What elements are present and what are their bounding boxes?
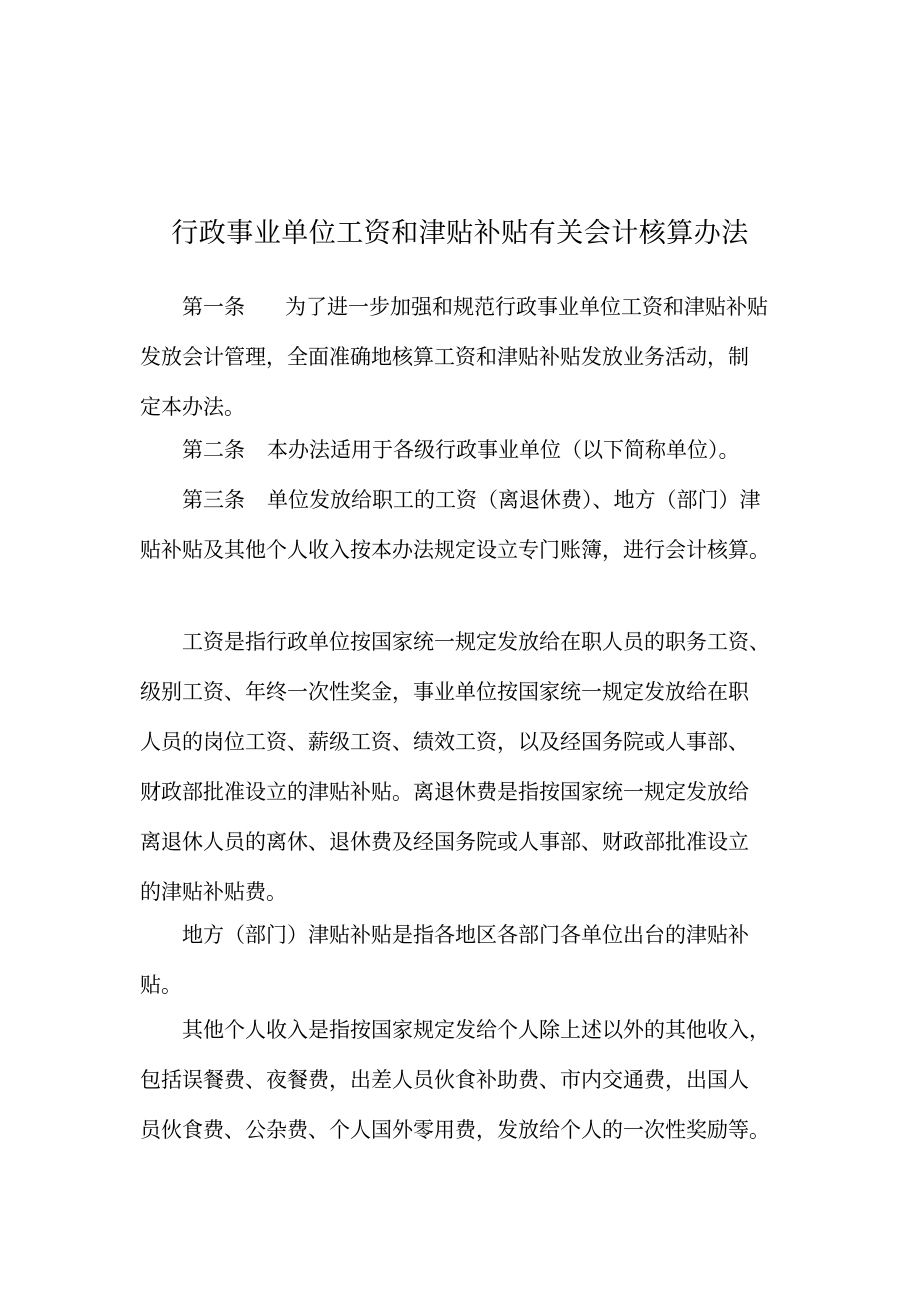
paragraph-line: 包括误餐费、夜餐费，出差人员伙食补助费、市内交通费，出国人 <box>140 1068 749 1092</box>
article-text-line: 单位发放给职工的工资（离退休费）、地方（部门）津 <box>267 488 761 512</box>
article-3 <box>140 475 790 575</box>
paragraph-local-allowance <box>140 910 790 1010</box>
article-2 <box>140 425 790 475</box>
article-text-line: 贴补贴及其他个人收入按本办法规定设立专门账簿，进行会计核算。 <box>140 538 770 562</box>
document-title: 行政事业单位工资和津贴补贴有关会计核算办法 <box>171 218 749 249</box>
article-number: 第二条 <box>182 438 245 462</box>
article-1 <box>140 282 790 432</box>
paragraph-line: 贴。 <box>140 973 182 997</box>
article-text-line: 定本办法。 <box>140 395 245 419</box>
paragraph-line: 工资是指行政单位按国家统一规定发放给在职人员的职务工资、 <box>182 630 770 654</box>
article-text-line: 发放会计管理，全面准确地核算工资和津贴补贴发放业务活动，制 <box>140 345 749 369</box>
article-number: 第三条 <box>182 488 245 512</box>
article-text-line: 本办法适用于各级行政事业单位（以下简称单位）。 <box>267 438 740 462</box>
paragraph-line: 级别工资、年终一次性奖金，事业单位按国家统一规定发放给在职 <box>140 680 749 704</box>
paragraph-line: 其他个人收入是指按国家规定发给个人除上述以外的其他收入， <box>182 1018 770 1042</box>
paragraph-line: 员伙食费、公杂费、个人国外零用费，发放给个人的一次性奖励等。 <box>140 1118 770 1142</box>
paragraph-wages <box>140 617 790 917</box>
paragraph-line: 离退休人员的离休、退休费及经国务院或人事部、财政部批准设立 <box>140 830 749 854</box>
paragraph-line: 的津贴补贴费。 <box>140 880 287 904</box>
paragraph-line: 财政部批准设立的津贴补贴。离退休费是指按国家统一规定发放给 <box>140 780 749 804</box>
paragraph-other-income <box>140 1005 790 1155</box>
article-text-line: 为了进一步加强和规范行政事业单位工资和津贴补贴 <box>285 295 768 319</box>
article-number: 第一条 <box>182 295 245 319</box>
paragraph-line: 人员的岗位工资、薪级工资、绩效工资，以及经国务院或人事部、 <box>140 730 749 754</box>
paragraph-line: 地方（部门）津贴补贴是指各地区各部门各单位出台的津贴补 <box>182 923 749 947</box>
